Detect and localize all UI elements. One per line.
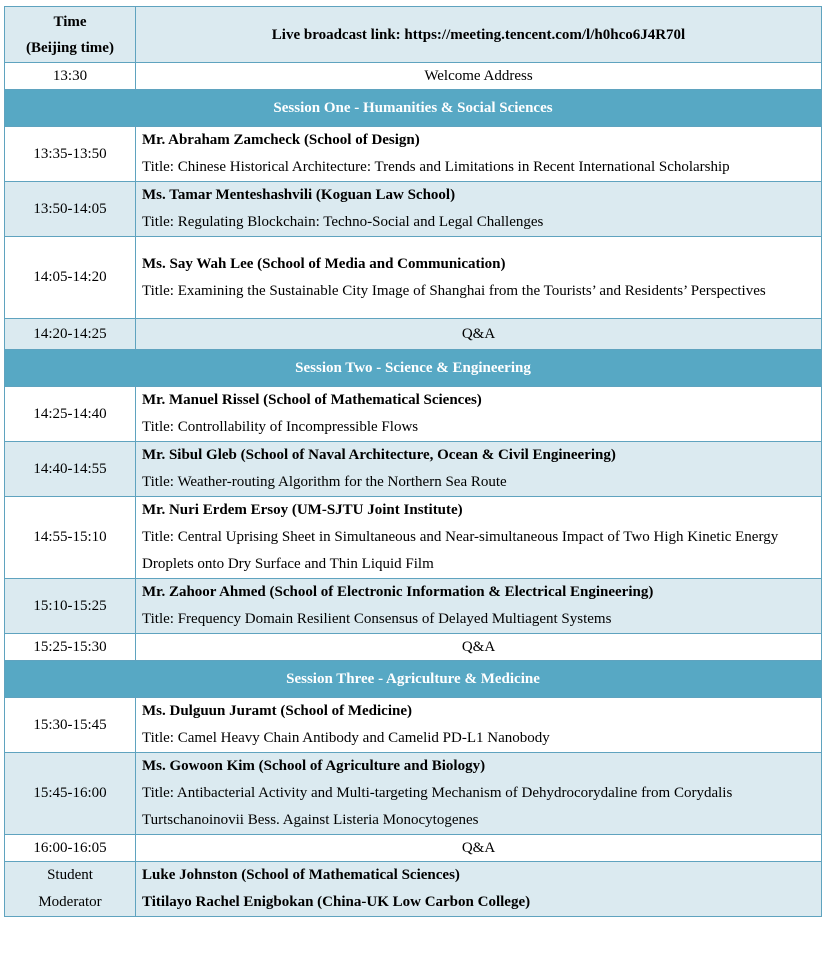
session-header [5, 661, 822, 698]
talk-time: 14:05-14:20 [5, 237, 136, 319]
talk-title: Title: Antibacterial Activity and Multi-targeting Mechanism of Dehydrocorydaline from Corydalis Turtschanoinovii Bess. Against Listeria Monocytogenes [142, 785, 733, 828]
talk-title: Title: Central Uprising Sheet in Simultaneous and Near-simultaneous Impact of Two High Kinetic Energy Droplets onto Dry Surface and Thin Liquid Film [142, 529, 779, 572]
schedule-table [4, 6, 822, 917]
session-title: Session Two - Science & Engineering [5, 350, 822, 387]
moderator-label-line1: Student [47, 867, 93, 883]
qa-time: 14:20-14:25 [5, 319, 136, 350]
qa-time: 16:00-16:05 [5, 835, 136, 862]
talk-title: Title: Chinese Historical Architecture: Trends and Limitations in Recent International Scholarship [142, 159, 730, 175]
session-title: Session One - Humanities & Social Sciences [5, 90, 822, 127]
speaker-name: Ms. Gowoon Kim (School of Agriculture and Biology) [142, 758, 486, 774]
talk-row [5, 698, 822, 753]
qa-label: Q&A [136, 835, 822, 862]
talk-title: Title: Examining the Sustainable City Image of Shanghai from the Tourists’ and Residents’ Perspectives [142, 282, 766, 299]
speaker-name: Ms. Tamar Menteshashvili (Koguan Law School) [142, 187, 456, 203]
talk-title: Title: Frequency Domain Resilient Consensus of Delayed Multiagent Systems [142, 611, 612, 627]
time-header-line1: Time [53, 13, 87, 30]
qa-label: Q&A [136, 634, 822, 661]
speaker-name: Ms. Say Wah Lee (School of Media and Communication) [142, 255, 506, 272]
moderator-label [5, 862, 136, 917]
time-column-header [5, 7, 136, 63]
session-header [5, 350, 822, 387]
talk-title: Title: Regulating Blockchain: Techno-Social and Legal Challenges [142, 214, 544, 230]
talk-title: Title: Camel Heavy Chain Antibody and Camelid PD-L1 Nanobody [142, 730, 550, 746]
talk-row [5, 387, 822, 442]
header-row [5, 7, 822, 63]
speaker-name: Mr. Nuri Erdem Ersoy (UM-SJTU Joint Institute) [142, 502, 463, 518]
welcome-row [5, 63, 822, 90]
talk-row [5, 497, 822, 579]
talk-time: 14:40-14:55 [5, 442, 136, 497]
talk-time: 14:55-15:10 [5, 497, 136, 579]
qa-row [5, 835, 822, 862]
talk-title: Title: Controllability of Incompressible Flows [142, 419, 419, 435]
talk-time: 15:30-15:45 [5, 698, 136, 753]
talk-row [5, 442, 822, 497]
broadcast-link[interactable]: Live broadcast link: https://meeting.tencent.com/l/h0hco6J4R70l [136, 7, 822, 63]
talk-title: Title: Weather-routing Algorithm for the Northern Sea Route [142, 474, 507, 490]
moderator-name: Titilayo Rachel Enigbokan (China-UK Low Carbon College) [142, 894, 531, 910]
talk-time: 14:25-14:40 [5, 387, 136, 442]
moderator-label-line2: Moderator [38, 894, 102, 910]
session-header [5, 90, 822, 127]
talk-row [5, 753, 822, 835]
qa-row [5, 319, 822, 350]
welcome-label: Welcome Address [136, 63, 822, 90]
talk-row [5, 182, 822, 237]
talk-time: 15:45-16:00 [5, 753, 136, 835]
talk-time: 13:35-13:50 [5, 127, 136, 182]
talk-row [5, 579, 822, 634]
speaker-name: Mr. Sibul Gleb (School of Naval Architecture, Ocean & Civil Engineering) [142, 447, 616, 463]
speaker-name: Ms. Dulguun Juramt (School of Medicine) [142, 703, 412, 719]
talk-time: 13:50-14:05 [5, 182, 136, 237]
talk-row [5, 237, 822, 319]
speaker-name: Mr. Abraham Zamcheck (School of Design) [142, 132, 420, 148]
qa-row [5, 634, 822, 661]
qa-time: 15:25-15:30 [5, 634, 136, 661]
speaker-name: Mr. Manuel Rissel (School of Mathematical Sciences) [142, 392, 482, 408]
talk-row [5, 127, 822, 182]
moderator-row [5, 862, 822, 917]
moderator-name: Luke Johnston (School of Mathematical Sciences) [142, 867, 460, 883]
time-header-line2: (Beijing time) [26, 39, 114, 56]
talk-time: 15:10-15:25 [5, 579, 136, 634]
qa-label: Q&A [136, 319, 822, 350]
session-title: Session Three - Agriculture & Medicine [5, 661, 822, 698]
welcome-time: 13:30 [5, 63, 136, 90]
speaker-name: Mr. Zahoor Ahmed (School of Electronic Information & Electrical Engineering) [142, 584, 654, 600]
